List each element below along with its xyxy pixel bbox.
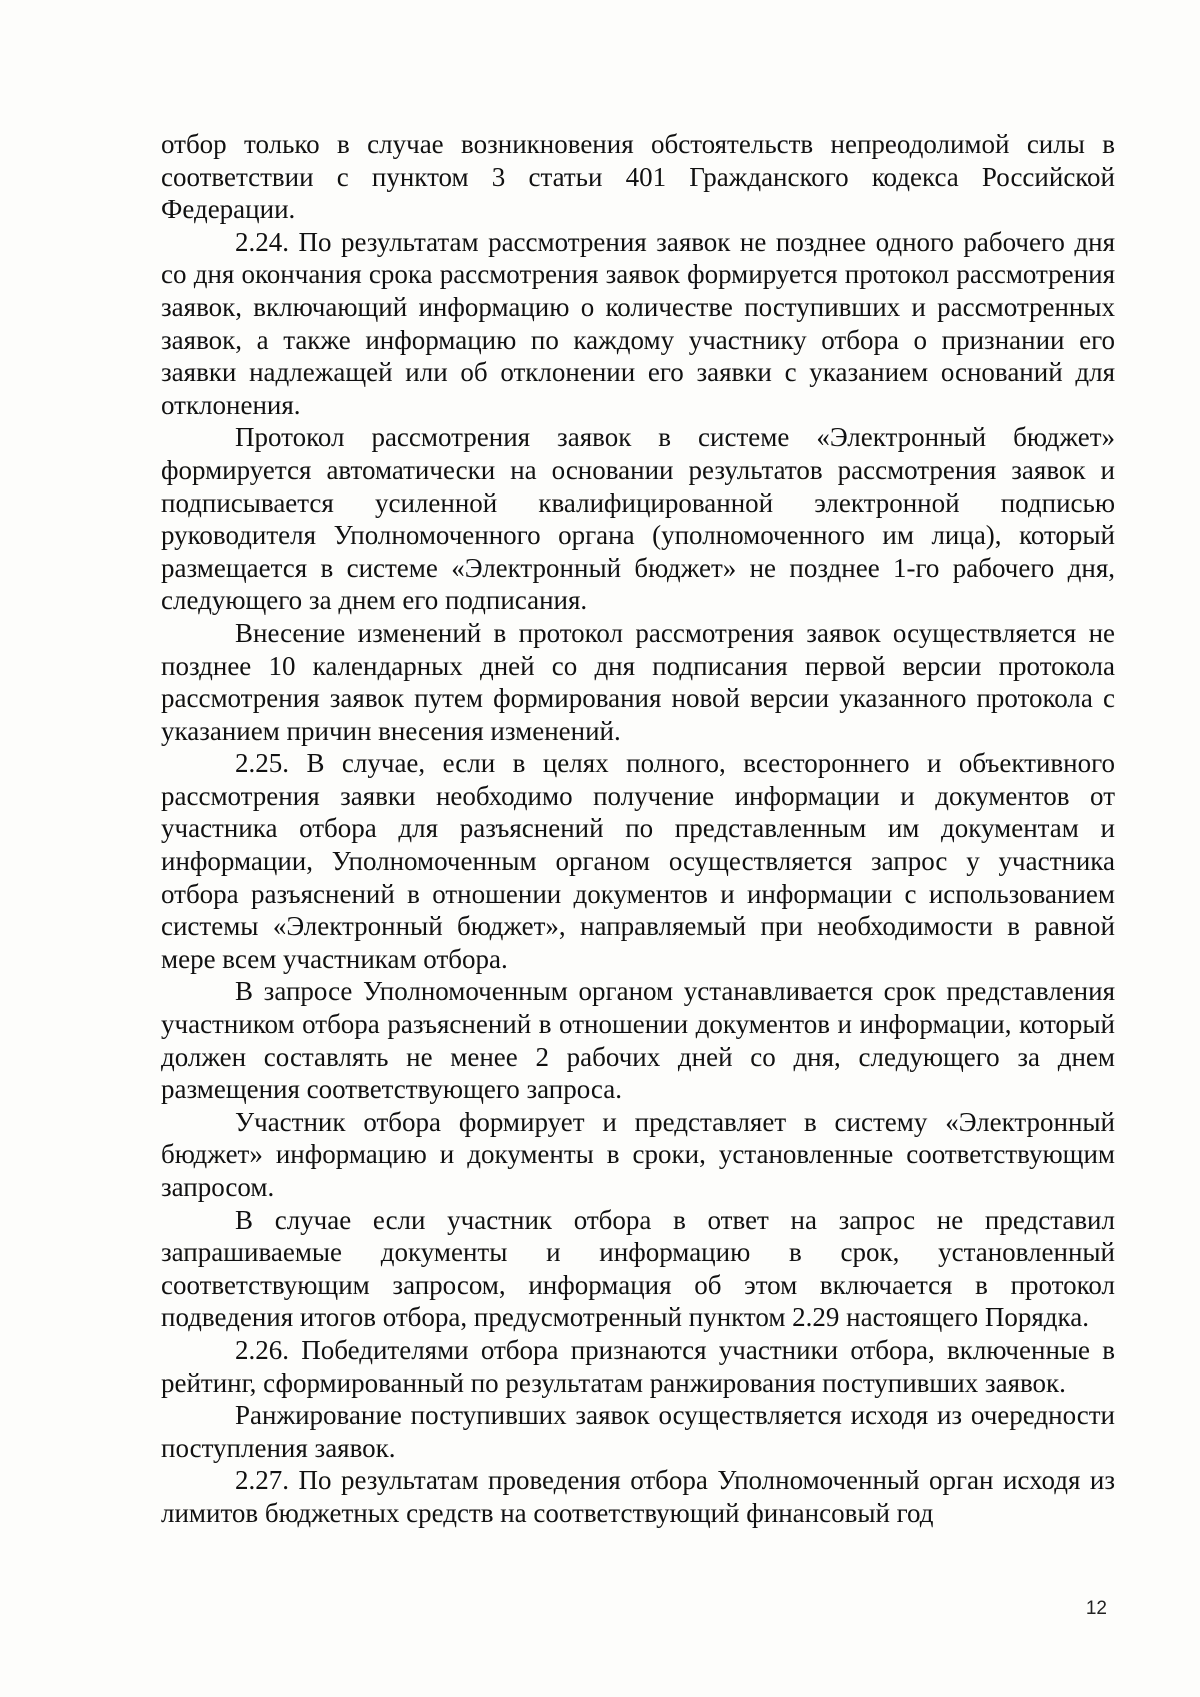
paragraph-force-majeure-continuation: отбор только в случае возникновения обстоятельств непреодолимой силы в соответствии с пунктом 3 статьи 401 Гражданского кодекса Российской Федерации. [161,129,1115,225]
paragraph-ranking: Ранжирование поступивших заявок осуществляется исходя из очередности поступления заявок. [161,1400,1115,1463]
paragraph-review-protocol: Протокол рассмотрения заявок в системе «Электронный бюджет» формируется автоматически на основании результатов рассмотрения заявок и подписывается усиленной квалифицированной электронной подписью руководителя Уполномоченного органа (уполномоченного им лица), который размещается в системе «Электронный бюджет» не позднее 1-го рабочего дня, следующего за днем его подписания. [161,422,1115,616]
document-body [161,128,1115,1530]
paragraph-missing-documents: В случае если участник отбора в ответ на запрос не представил запрашиваемые документы и информацию в срок, установленный соответствующим запросом, информация об этом включается в протокол подведения итогов отбора, предусмотренный пунктом 2.29 настоящего Порядка. [161,1204,1115,1333]
page-number: 12 [1085,1598,1107,1619]
paragraph-2-27: 2.27. По результатам проведения отбора Уполномоченный орган исходя из лимитов бюджетных средств на соответствующий финансовый год [161,1465,1115,1528]
paragraph-2-25: 2.25. В случае, если в целях полного, всестороннего и объективного рассмотрения заявки необходимо получение информации и документов от участника отбора для разъяснений по представленным им документам и информации, Уполномоченным органом осуществляется запрос у участника отбора разъяснений в отношении документов и информации с использованием системы «Электронный бюджет», направляемый при необходимости в равной мере всем участникам отбора. [161,748,1115,974]
paragraph-2-24: 2.24. По результатам рассмотрения заявок не позднее одного рабочего дня со дня окончания срока рассмотрения заявок формируется протокол рассмотрения заявок, включающий информацию о количестве поступивших и рассмотренных заявок, а также информацию по каждому участнику отбора о признании его заявки надлежащей или об отклонении его заявки с указанием оснований для отклонения. [161,226,1115,420]
paragraph-request-deadline: В запросе Уполномоченным органом устанавливается срок представления участником отбора разъяснений в отношении документов и информации, который должен составлять не менее 2 рабочих дней со дня, следующего за днем размещения соответствующего запроса. [161,976,1115,1105]
paragraph-protocol-amendments: Внесение изменений в протокол рассмотрения заявок осуществляется не позднее 10 календарных дней со дня подписания первой версии протокола рассмотрения заявок путем формирования новой версии указанного протокола с указанием причин внесения изменений. [161,617,1115,746]
paragraph-2-26: 2.26. Победителями отбора признаются участники отбора, включенные в рейтинг, сформированный по результатам ранжирования поступивших заявок. [161,1334,1115,1398]
paragraph-participant-response: Участник отбора формирует и представляет в систему «Электронный бюджет» информацию и документы в сроки, установленные соответствующим запросом. [161,1106,1115,1202]
